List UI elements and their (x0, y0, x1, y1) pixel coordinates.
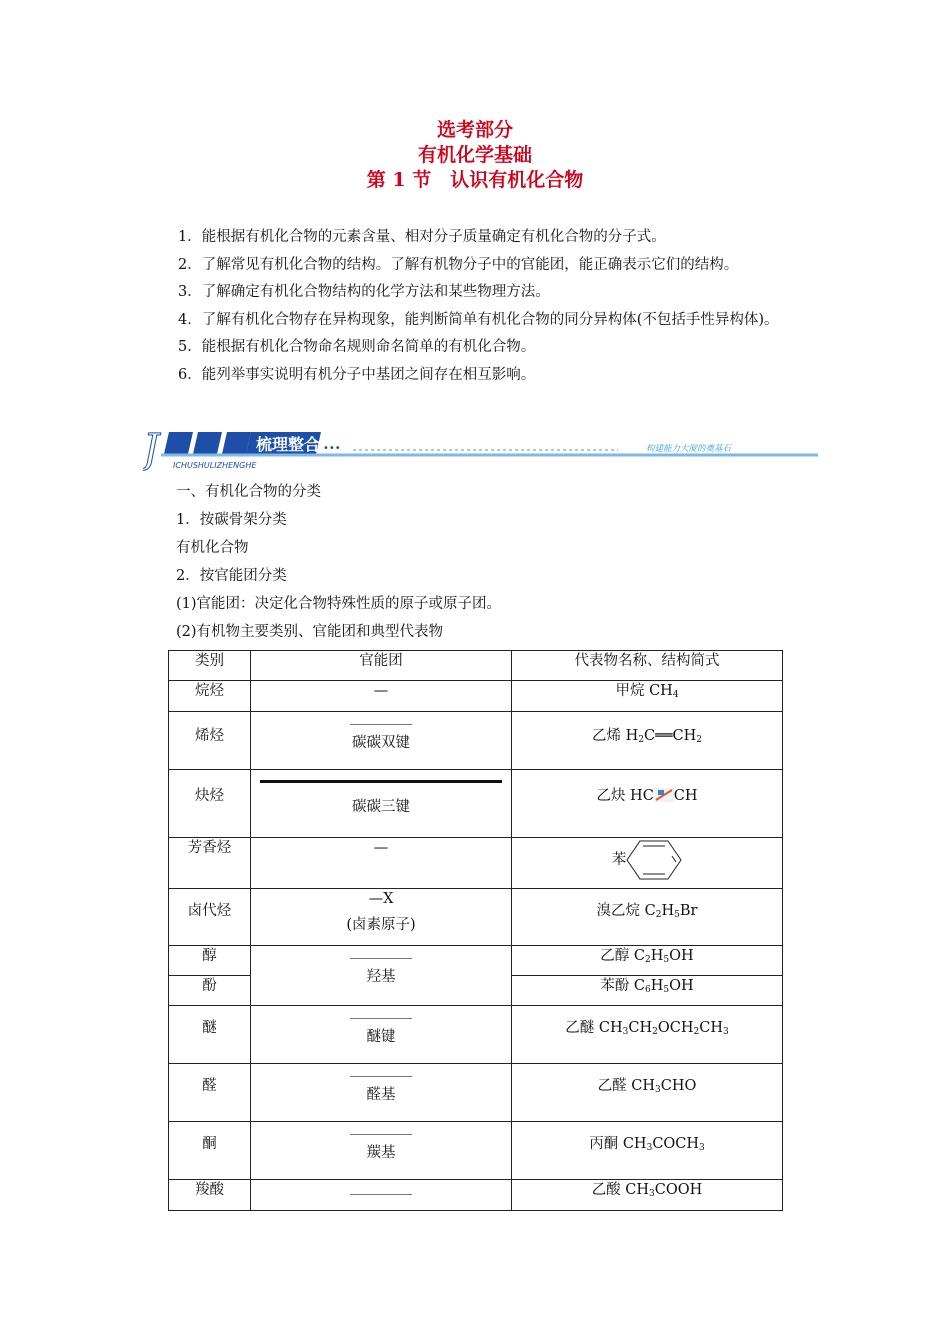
rep-cell: 苯酚 $C_6H_5OH$ (512, 976, 783, 1006)
fg-cell: — (251, 838, 512, 889)
table-row (169, 889, 783, 946)
objective-item: 5．能根据有机化合物命名规则命名简单的有机化合物。 (178, 339, 536, 355)
objective-item: 6．能列举事实说明有机分子中基团之间存在相互影响。 (178, 366, 536, 383)
table-row (169, 838, 783, 889)
rep-cell: 乙醇 $C_2H_5OH$ (512, 946, 783, 976)
rep-cell: 乙醛 $CH_3CHO$ (512, 1064, 783, 1122)
table-row (169, 681, 783, 712)
table-caption: (2)有机物主要类别、官能团和典型代表物 (176, 624, 444, 640)
subsection-carbon-skeleton: 1．按碳骨架分类 (176, 512, 287, 528)
header-cell: 代表物名称、结构简式 (512, 651, 783, 681)
fg-cell: —X (卤素原子) (251, 889, 512, 946)
rep-cell: 乙炔 HC CH (512, 770, 783, 838)
rep-cell: 苯 (512, 838, 783, 889)
rep-cell: 丙酮 $CH_3COCH_3$ (512, 1122, 783, 1180)
table-row (169, 712, 783, 770)
banner-tagline: 构建能力大厦的奠基石 (646, 444, 732, 454)
class-cell: 芳香烃 (169, 838, 251, 889)
header-cell: 官能团 (251, 651, 512, 681)
functional-group-definition: (1)官能团：决定化合物特殊性质的原子或原子团。 (176, 596, 502, 612)
learning-objectives (146, 224, 816, 389)
class-cell: 羧酸 (169, 1180, 251, 1211)
banner-pinyin: ICHUSHULIZHENGHE (173, 461, 257, 470)
rep-cell: 甲烷 $CH_4$ (512, 681, 783, 712)
part-title: 选考部分 (436, 119, 513, 141)
header-cell: 类别 (169, 651, 251, 681)
objective-item: 4．了解有机化合物存在异构现象，能判断简单有机化合物的同分异构体(不包括手性异构体)。 (178, 311, 779, 328)
section-title: 第 1 节 认识有机化合物 (366, 169, 584, 191)
class-cell: 卤代烃 (169, 889, 251, 946)
title-block (0, 118, 950, 193)
table-row (169, 1180, 783, 1211)
class-cell: 醇 (169, 946, 251, 976)
table-row (169, 1122, 783, 1180)
structure-blank (350, 1018, 412, 1019)
structure-blank (350, 958, 412, 959)
objective-item: 2．了解常见有机化合物的结构。了解有机物分子中的官能团，能正确表示它们的结构。 (178, 256, 739, 273)
banner-title: 梳理整合 (256, 435, 321, 454)
banner-dots: ••• (323, 443, 341, 454)
benzene-ring-icon (626, 838, 682, 882)
class-cell: 炔烃 (169, 770, 251, 838)
rep-cell: 溴乙烷 $C_2H_5Br$ (512, 889, 783, 946)
table-row (169, 770, 783, 838)
class-cell: 醚 (169, 1006, 251, 1064)
class-cell: 酮 (169, 1122, 251, 1180)
fg-cell (251, 1180, 512, 1211)
banner-letter-j: J (143, 426, 160, 472)
subsection-functional-group: 2．按官能团分类 (176, 568, 287, 584)
organic-compound-label: 有机化合物 (176, 540, 249, 556)
table-row (169, 1064, 783, 1122)
class-cell: 烷烃 (169, 681, 251, 712)
class-cell: 醛 (169, 1064, 251, 1122)
class-cell: 酚 (169, 976, 251, 1006)
section-banner (143, 424, 818, 472)
structure-blank (350, 1134, 412, 1135)
fg-cell: 羰基 (251, 1122, 512, 1180)
fg-cell: 醚键 (251, 1006, 512, 1064)
fg-cell: 羟基 (251, 946, 512, 1006)
class-cell: 烯烃 (169, 712, 251, 770)
banner-block (222, 432, 251, 454)
banner-block (193, 432, 222, 454)
classification-table (168, 650, 783, 1211)
structure-blank (350, 1194, 412, 1195)
structure-blank (350, 724, 412, 725)
table-row (169, 946, 783, 976)
section-heading: 一、有机化合物的分类 (176, 484, 321, 500)
fg-cell: 碳碳三键 (251, 770, 512, 838)
fg-cell: 醛基 (251, 1064, 512, 1122)
table-header-row (169, 651, 783, 681)
objective-item: 3．了解确定有机化合物结构的化学方法和某些物理方法。 (178, 284, 550, 300)
structure-blank (350, 1076, 412, 1077)
rep-cell: 乙醚 $CH_3CH_2OCH_2CH_3$ (512, 1006, 783, 1064)
triple-bond-image (654, 788, 674, 802)
fg-cell: 碳碳双键 (251, 712, 512, 770)
rep-cell: 乙酸 $CH_3COOH$ (512, 1180, 783, 1211)
rep-cell: 乙烯 $H_2C══CH_2$ (512, 712, 783, 770)
fg-cell: — (251, 681, 512, 712)
objective-item: 1．能根据有机化合物的元素含量、相对分子质量确定有机化合物的分子式。 (178, 229, 666, 245)
banner-block (164, 432, 193, 454)
structure-blank (260, 780, 502, 783)
table-row (169, 1006, 783, 1064)
subject-title: 有机化学基础 (417, 144, 532, 166)
